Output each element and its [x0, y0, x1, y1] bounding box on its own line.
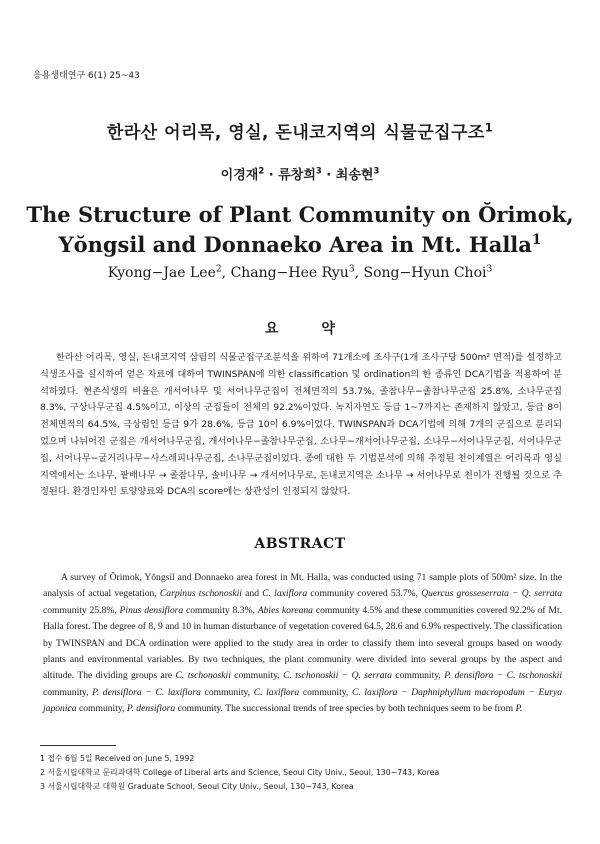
abstract-heading: ABSTRACT — [254, 536, 346, 552]
abstract-text: community, — [76, 703, 127, 715]
author-separator: · — [264, 168, 279, 183]
species-name: P. — [515, 703, 523, 715]
abstract-text: A survey of Ŏrimok, Yŏngsil and Donnaeko area forest in Mt. Halla, was conducted using 71 sample plots of 500m² size. In the analysis of actual vegetation, — [43, 572, 562, 600]
english-abstract-body — [43, 570, 562, 718]
author-affiliation-mark: 2 — [215, 264, 222, 275]
species-name: Carpinus tschonoskii — [159, 588, 242, 600]
footnote: 3 서울시립대학교 대학원 Graduate School, Seoul City Univ., Seoul, 130−743, Korea — [40, 782, 354, 791]
abstract-text: and — [241, 588, 263, 600]
abstract-text: community, — [43, 686, 93, 698]
english-author: Kyong−Jae Lee — [107, 265, 216, 281]
abstract-text: community 25.8%, — [43, 604, 120, 616]
species-name: C. laxiflora − Daphniphyllum macropodum − Eurya japonica — [43, 686, 562, 715]
author-affiliation-mark: 3 — [486, 264, 493, 275]
footnote-divider — [40, 745, 116, 746]
author-separator: · — [321, 168, 336, 183]
korean-title — [0, 118, 600, 143]
species-name: C. tschonoskii — [175, 670, 231, 682]
author-affiliation-mark: 2 — [258, 165, 265, 176]
footnote: 1 접수 6월 5일 Received on June 5, 1992 — [40, 754, 195, 763]
species-name: P. densiflora − C. tschonoskii — [444, 670, 562, 682]
korean-title-footnote-mark: 1 — [484, 121, 494, 135]
korean-author: 류창희 — [278, 168, 316, 183]
korean-title-text: 한라산 어리목, 영실, 돈내코지역의 식물군집구조 — [106, 123, 485, 143]
abstract-text: community, — [200, 686, 254, 698]
english-author: Song−Hyun Choi — [363, 265, 487, 281]
species-name: C. laxiflora — [253, 686, 300, 698]
species-name: Abies koreana — [257, 604, 313, 616]
species-name: P. densiflora − C. laxiflora — [92, 686, 201, 698]
english-title — [0, 200, 600, 260]
english-title-line-text: Yŏngsil and Donnaeko Area in Mt. Halla — [58, 232, 532, 257]
abstract-text: community 4.5% and these communities covered 92.2% of Mt. Halla forest. The degree of 8, 9 and 10 in human disturbance of vegetation covered 64.5, 28.6 and 6.9% respectively. The classification by TWINSPAN and DCA ordination were applied to the study area in order to classify them into several groups based on woody plants and environmental variables. By two techniques, the plant community were divided into several groups by the aspect and altitude. The dividing groups are — [43, 604, 563, 682]
korean-abstract-heading: 요 약 — [265, 321, 335, 337]
species-name: C. tschonoskii − Q. serrata — [283, 670, 392, 682]
author-affiliation-mark: 3 — [315, 165, 322, 176]
author-affiliation-mark: 3 — [373, 165, 380, 176]
author-comma: , — [221, 265, 231, 281]
footnote: 2 서울시립대학교 문리과대학 College of Liberal arts and Science, Seoul City Univ., Seoul, 130−743, Korea — [40, 768, 440, 777]
species-name: Quercus grosseserrata − Q. serrata — [421, 588, 562, 600]
korean-abstract-body: 한라산 어리목, 영실, 돈내코지역 삼림의 식물군집구조분석을 위하여 71개소에 조사구(1개 조사구당 500m² 면적)를 설정하고 식생조사를 실시하여 얻은 자료에 대하여 TWINSPAN에 의한 classification 및 ordination의 한 종류인 DCA기법을 적용하여 분석하였다. 현존식생의 비율은 개서어나무 및 서어나무군집이 전체면적의 53.7%, 졸참나무−졸참나무군집 25.8%, 소나무군집 8.3%, 구상나무군집 4.5%이고, 이상의 군집들이 전체의 92.2%이었다. 녹지자연도 등급 1~7까지는 존재하지 않았고, 등급 8이 전체면적의 64.5%, 극상림인 등급 9가 28.6%, 등급 10이 6.9%이었다. TWINSPAN과 DCA기법에 의해 7개의 군집으로 분리되었으며 나뉘어진 군집은 개서어나무군집, 개서어나무−졸참나무군집, 소나무−개서어나무군집, 소나무−서어나무군집, 서어나무군집, 서어나무−굴거리나무−사스레피나무군집, 소나무군집이었다. 종에 대한 두 기법분석에 의해 추정된 천이계열은 어리목과 영실지역에서는 소나무, 팥배나무 → 졸참나무, 솔비나무 → 개서어나무로, 돈내코지역은 소나무 → 서어나무로 천이가 진행될 것으로 추정된다. 환경인자인 토양양료와 DCA의 score에는 상관성이 인정되지 않았다. — [40, 352, 562, 498]
author-comma: , — [354, 265, 364, 281]
abstract-text: community covered 53.7%, — [307, 588, 422, 600]
abstract-text: community 8.3%, — [183, 604, 258, 616]
species-name: Pinus densiflora — [119, 604, 184, 616]
journal-reference: 응용생태연구 6(1) 25~43 — [33, 71, 140, 81]
author-affiliation-mark: 3 — [348, 264, 355, 275]
korean-author: 최송현 — [335, 168, 374, 183]
abstract-text: community, — [230, 670, 284, 682]
english-title-line: The Structure of Plant Community on Ŏrimok, — [26, 202, 574, 227]
species-name: C. laxiflora — [262, 588, 308, 600]
korean-authors — [0, 164, 600, 183]
abstract-text: community, — [299, 686, 352, 698]
english-authors — [0, 265, 600, 281]
english-title-footnote-mark: 1 — [531, 232, 542, 248]
korean-author: 이경재 — [220, 168, 259, 183]
species-name: P. densiflora — [126, 703, 176, 715]
abstract-text: community, — [391, 670, 445, 682]
english-title-line — [0, 230, 600, 260]
abstract-text: community. The successional trends of tree species by both techniques seem to be from — [175, 703, 516, 715]
footnotes — [40, 752, 570, 794]
english-author: Chang−Hee Ryu — [230, 265, 349, 281]
